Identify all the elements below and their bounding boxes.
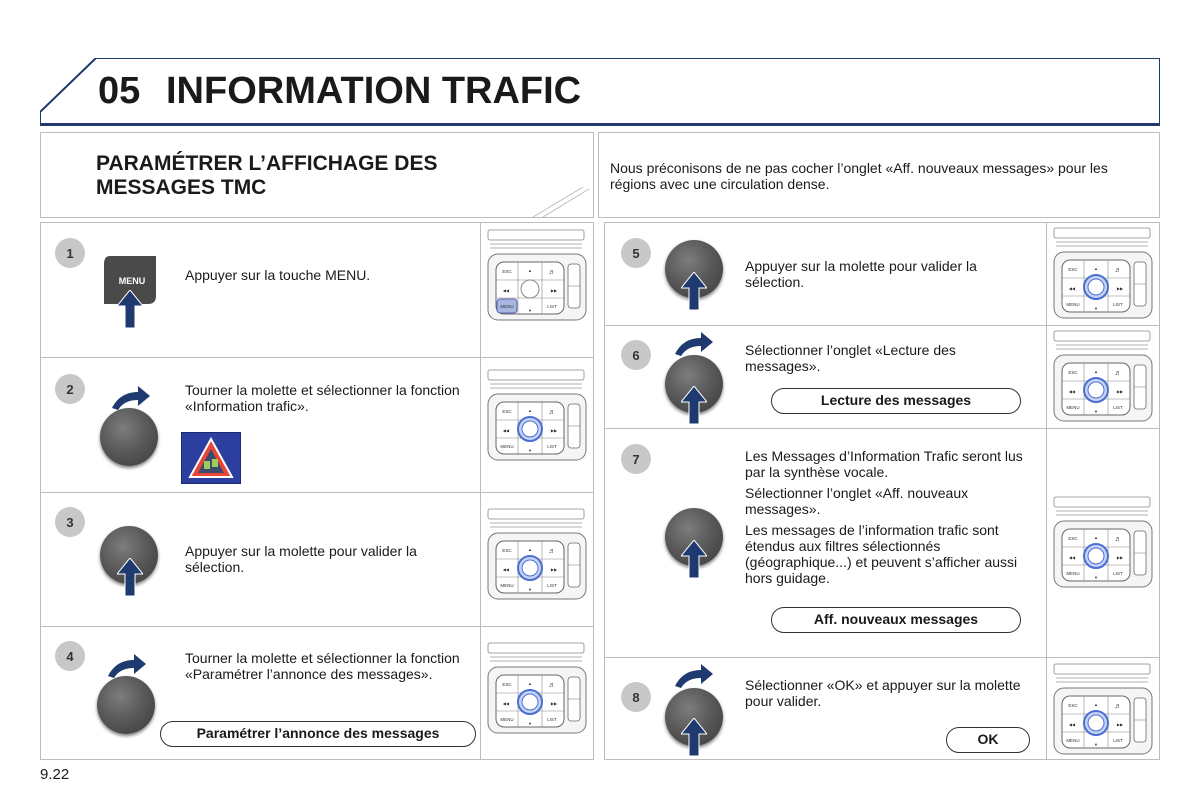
rotate-arrow-icon — [110, 384, 152, 410]
menu-label: MENU — [1066, 571, 1080, 576]
step-text-6: Sélectionner l’onglet «Lecture des messages». — [745, 342, 956, 374]
step-badge: 8 — [621, 682, 651, 712]
esc-label: ESC — [1068, 267, 1078, 272]
music-label: ♬ — [548, 548, 556, 555]
menu-label: MENU — [500, 583, 514, 588]
step-text-4: Tourner la molette et sélectionner la fonction «Paramétrer l’annonce des messages». — [185, 650, 460, 682]
menu-option-pill: Aff. nouveaux messages — [771, 607, 1021, 633]
chapter-number: 05 — [98, 70, 141, 112]
step-badge: 6 — [621, 340, 651, 370]
up-arrow-label: ▲ — [528, 268, 532, 273]
cd-slot — [488, 509, 584, 519]
menu-label: MENU — [1066, 302, 1080, 307]
up-arrow-label: ▲ — [528, 408, 532, 413]
list-label: LIST — [1113, 405, 1123, 410]
rotate-arrow-icon — [106, 652, 148, 678]
down-arrow-label: ▼ — [528, 448, 532, 453]
step-text-7a: Les Messages d’Information Trafic seront lus par la synthèse vocale. — [745, 448, 1023, 480]
esc-label: ESC — [502, 409, 512, 414]
cd-slot — [1054, 497, 1150, 507]
press-arrow-icon — [117, 290, 143, 328]
up-arrow-label: ▲ — [1094, 369, 1098, 374]
cd-slot — [488, 643, 584, 653]
menu-label: MENU — [500, 444, 514, 449]
rotate-arrow-icon — [673, 330, 715, 356]
press-arrow-icon — [681, 718, 707, 756]
prev-label: ◀◀ — [502, 288, 510, 293]
step-badge: 3 — [55, 507, 85, 537]
press-arrow-icon — [681, 540, 707, 578]
step-text-7b: Sélectionner l’onglet «Aff. nouveaux messages». — [745, 485, 969, 517]
menu-key-label: MENU — [118, 276, 146, 286]
list-label: LIST — [547, 304, 557, 309]
section-title: PARAMÉTRER L’AFFICHAGE DES MESSAGES TMC — [96, 152, 438, 199]
next-label: ▶▶ — [1116, 286, 1124, 291]
ok-pill: OK — [946, 727, 1030, 753]
menu-label: MENU — [1066, 738, 1080, 743]
thumb-divider-left — [480, 223, 481, 759]
down-arrow-label: ▼ — [1094, 409, 1098, 414]
rotary-knob-center — [522, 421, 538, 437]
cd-slot — [1054, 331, 1150, 341]
esc-label: ESC — [502, 682, 512, 687]
traffic-info-icon — [181, 432, 241, 484]
rotary-knob-icon — [97, 676, 155, 734]
up-arrow-label: ▲ — [1094, 702, 1098, 707]
list-label: LIST — [547, 444, 557, 449]
music-label: ♬ — [1114, 267, 1122, 274]
prev-label: ◀◀ — [1068, 722, 1076, 727]
section-note: Nous préconisons de ne pas cocher l’onglet «Aff. nouveaux messages» pour les régions avec une circulation dense. — [610, 160, 1108, 192]
list-label: LIST — [547, 583, 557, 588]
menu-option-pill: Paramétrer l’annonce des messages — [160, 721, 476, 747]
rotary-knob-center — [1088, 715, 1104, 731]
up-arrow-label: ▲ — [528, 681, 532, 686]
rotary-knob-center — [1088, 382, 1104, 398]
thumb-divider-right — [1046, 223, 1047, 759]
step-badge: 1 — [55, 238, 85, 268]
press-arrow-icon — [681, 386, 707, 424]
music-label: ♬ — [1114, 703, 1122, 710]
rotate-arrow-icon — [673, 662, 715, 688]
music-label: ♬ — [548, 409, 556, 416]
cd-slot — [1054, 228, 1150, 238]
step-text-8: Sélectionner «OK» et appuyer sur la molette pour valider. — [745, 677, 1021, 709]
menu-option-pill: Lecture des messages — [771, 388, 1021, 414]
up-arrow-label: ▲ — [1094, 266, 1098, 271]
rotary-knob-icon — [100, 408, 158, 466]
control-panel-thumbnail — [1052, 329, 1154, 430]
down-arrow-label: ▼ — [1094, 306, 1098, 311]
control-panel-thumbnail — [1052, 662, 1154, 763]
next-label: ▶▶ — [550, 701, 558, 706]
next-label: ▶▶ — [1116, 555, 1124, 560]
step-text-1: Appuyer sur la touche MENU. — [185, 267, 371, 283]
control-panel-thumbnail — [486, 228, 588, 329]
up-arrow-label: ▲ — [528, 547, 532, 552]
down-arrow-label: ▼ — [528, 308, 532, 313]
rotary-knob-outline — [521, 280, 539, 298]
rotary-knob-center — [1088, 548, 1104, 564]
esc-label: ESC — [1068, 370, 1078, 375]
music-label: ♬ — [1114, 536, 1122, 543]
prev-label: ◀◀ — [1068, 389, 1076, 394]
step-badge: 5 — [621, 238, 651, 268]
list-label: LIST — [1113, 571, 1123, 576]
next-label: ▶▶ — [1116, 722, 1124, 727]
down-arrow-label: ▼ — [528, 721, 532, 726]
step-text-7c: Les messages de l’information trafic sont étendus aux filtres sélectionnés (géographique...) et peuvent s’afficher aussi hors guidage. — [745, 522, 1018, 586]
music-label: ♬ — [548, 682, 556, 689]
esc-label: ESC — [1068, 536, 1078, 541]
control-panel-thumbnail — [1052, 495, 1154, 596]
step-text-5: Appuyer sur la molette pour valider la sélection. — [745, 258, 977, 290]
menu-label: MENU — [500, 304, 514, 309]
prev-label: ◀◀ — [1068, 286, 1076, 291]
control-panel-thumbnail — [486, 507, 588, 608]
control-panel-thumbnail — [486, 641, 588, 742]
prev-label: ◀◀ — [502, 428, 510, 433]
prev-label: ◀◀ — [502, 701, 510, 706]
control-panel-thumbnail — [486, 368, 588, 469]
menu-label: MENU — [500, 717, 514, 722]
next-label: ▶▶ — [550, 428, 558, 433]
esc-label: ESC — [502, 269, 512, 274]
step-text-2: Tourner la molette et sélectionner la fonction «Information trafic». — [185, 382, 460, 414]
cd-slot — [488, 370, 584, 380]
up-arrow-label: ▲ — [1094, 535, 1098, 540]
control-panel-thumbnail — [1052, 226, 1154, 327]
rotary-knob-center — [522, 560, 538, 576]
next-label: ▶▶ — [550, 567, 558, 572]
music-label: ♬ — [548, 269, 556, 276]
menu-label: MENU — [1066, 405, 1080, 410]
prev-label: ◀◀ — [1068, 555, 1076, 560]
step-badge: 7 — [621, 444, 651, 474]
rotary-knob-center — [522, 694, 538, 710]
step-badge: 4 — [55, 641, 85, 671]
next-label: ▶▶ — [1116, 389, 1124, 394]
list-label: LIST — [547, 717, 557, 722]
esc-label: ESC — [1068, 703, 1078, 708]
press-arrow-icon — [681, 272, 707, 310]
cd-slot — [1054, 664, 1150, 674]
list-label: LIST — [1113, 302, 1123, 307]
step-badge: 2 — [55, 374, 85, 404]
cd-slot — [488, 230, 584, 240]
music-label: ♬ — [1114, 370, 1122, 377]
next-label: ▶▶ — [550, 288, 558, 293]
esc-label: ESC — [502, 548, 512, 553]
rotary-knob-center — [1088, 279, 1104, 295]
list-label: LIST — [1113, 738, 1123, 743]
step-text-3: Appuyer sur la molette pour valider la sélection. — [185, 543, 417, 575]
page-number: 9.22 — [40, 766, 70, 783]
down-arrow-label: ▼ — [1094, 575, 1098, 580]
prev-label: ◀◀ — [502, 567, 510, 572]
chapter-title: INFORMATION TRAFIC — [166, 70, 582, 112]
down-arrow-label: ▼ — [528, 587, 532, 592]
press-arrow-icon — [117, 558, 143, 596]
down-arrow-label: ▼ — [1094, 742, 1098, 747]
